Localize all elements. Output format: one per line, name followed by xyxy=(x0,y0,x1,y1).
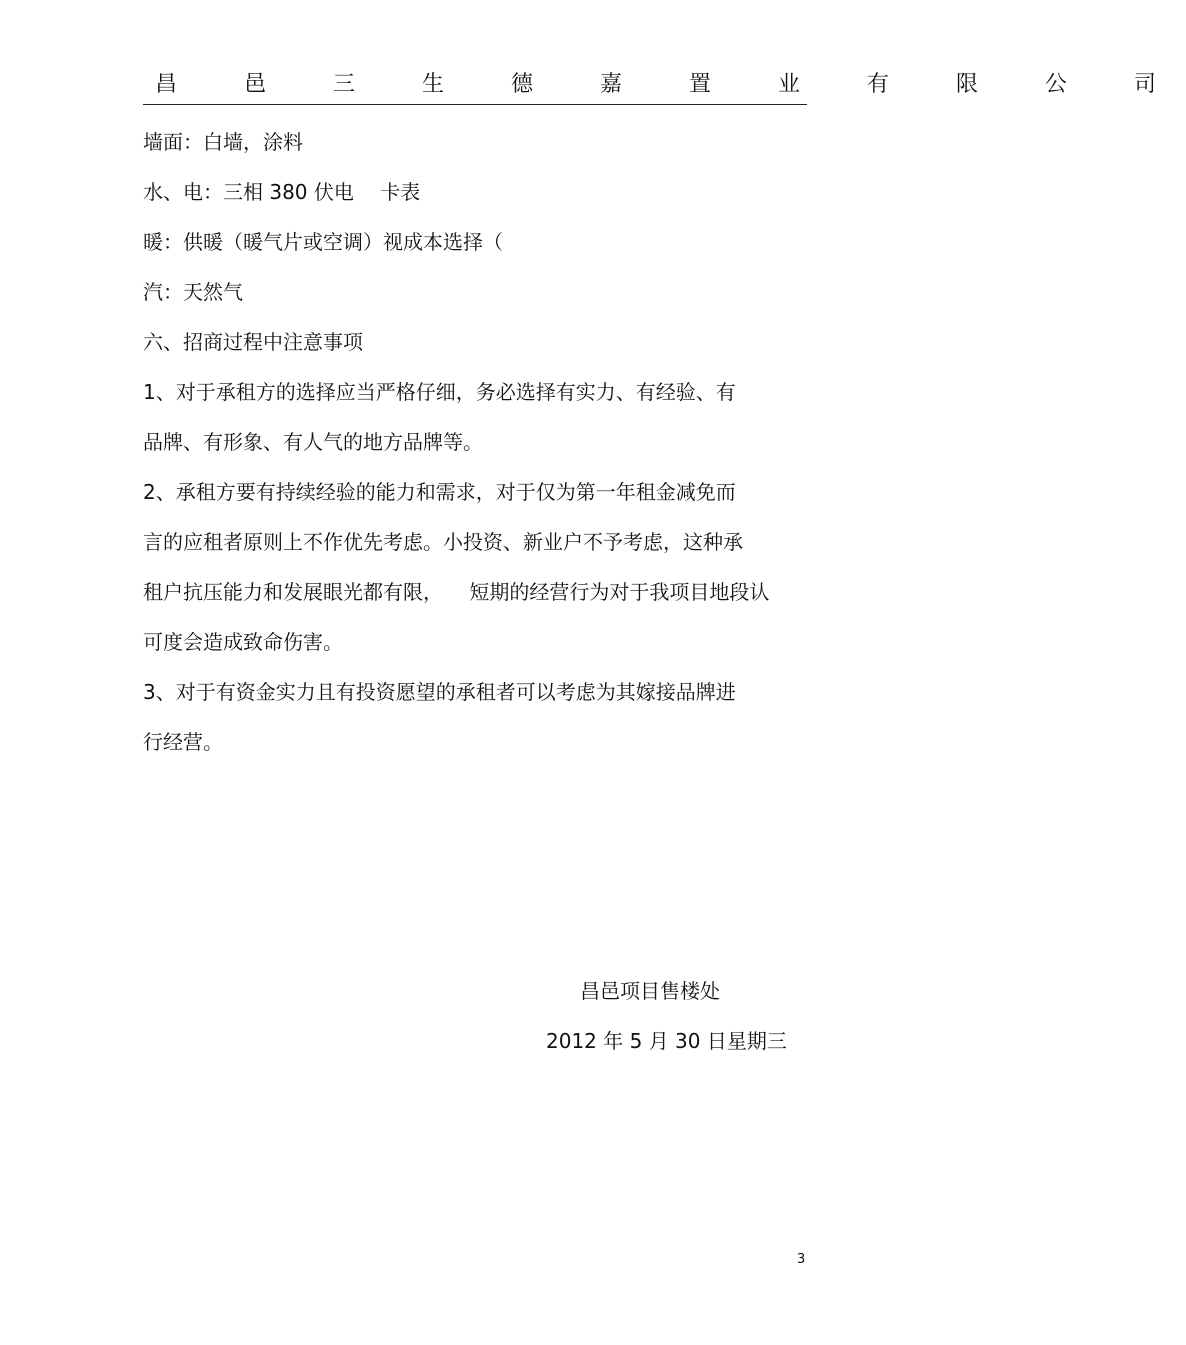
paragraph-line: 可度会造成致命伤害。 xyxy=(143,630,343,654)
paragraph-line: 2、承租方要有持续经验的能力和需求，对于仅为第一年租金减免而 xyxy=(143,480,736,504)
page-number: 3 xyxy=(797,1252,806,1267)
paragraph-line: 行经营。 xyxy=(143,730,223,754)
paragraph-line: 品牌、有形象、有人气的地方品牌等。 xyxy=(143,430,483,454)
heating-spec-line: 暖：供暖（暖气片或空调）视成本选择（ xyxy=(143,230,503,254)
section-heading: 六、招商过程中注意事项 xyxy=(143,330,363,354)
gas-spec-line: 汽：天然气 xyxy=(143,280,243,304)
signature-office: 昌邑项目售楼处 xyxy=(580,979,720,1003)
paragraph-line: 3、对于有资金实力且有投资愿望的承租者可以考虑为其嫁接品牌进 xyxy=(143,680,736,704)
signature-date: 2012 年 5 月 30 日星期三 xyxy=(546,1029,787,1053)
water-electric-spec-line: 水、电：三相 380 伏电 卡表 xyxy=(143,180,421,204)
paragraph-line: 言的应租者原则上不作优先考虑。小投资、新业户不予考虑，这种承 xyxy=(143,530,743,554)
wall-spec-line: 墙面：白墙，涂料 xyxy=(143,130,303,154)
paragraph-line: 1、对于承租方的选择应当严格仔细，务必选择有实力、有经验、有 xyxy=(143,380,736,404)
paragraph-line: 租户抗压能力和发展眼光都有限， 短期的经营行为对于我项目地段认 xyxy=(143,580,770,604)
company-name: 昌 邑 三 生 德 嘉 置 业 有 限 公 司 xyxy=(155,72,1186,97)
page-header xyxy=(143,70,1186,105)
